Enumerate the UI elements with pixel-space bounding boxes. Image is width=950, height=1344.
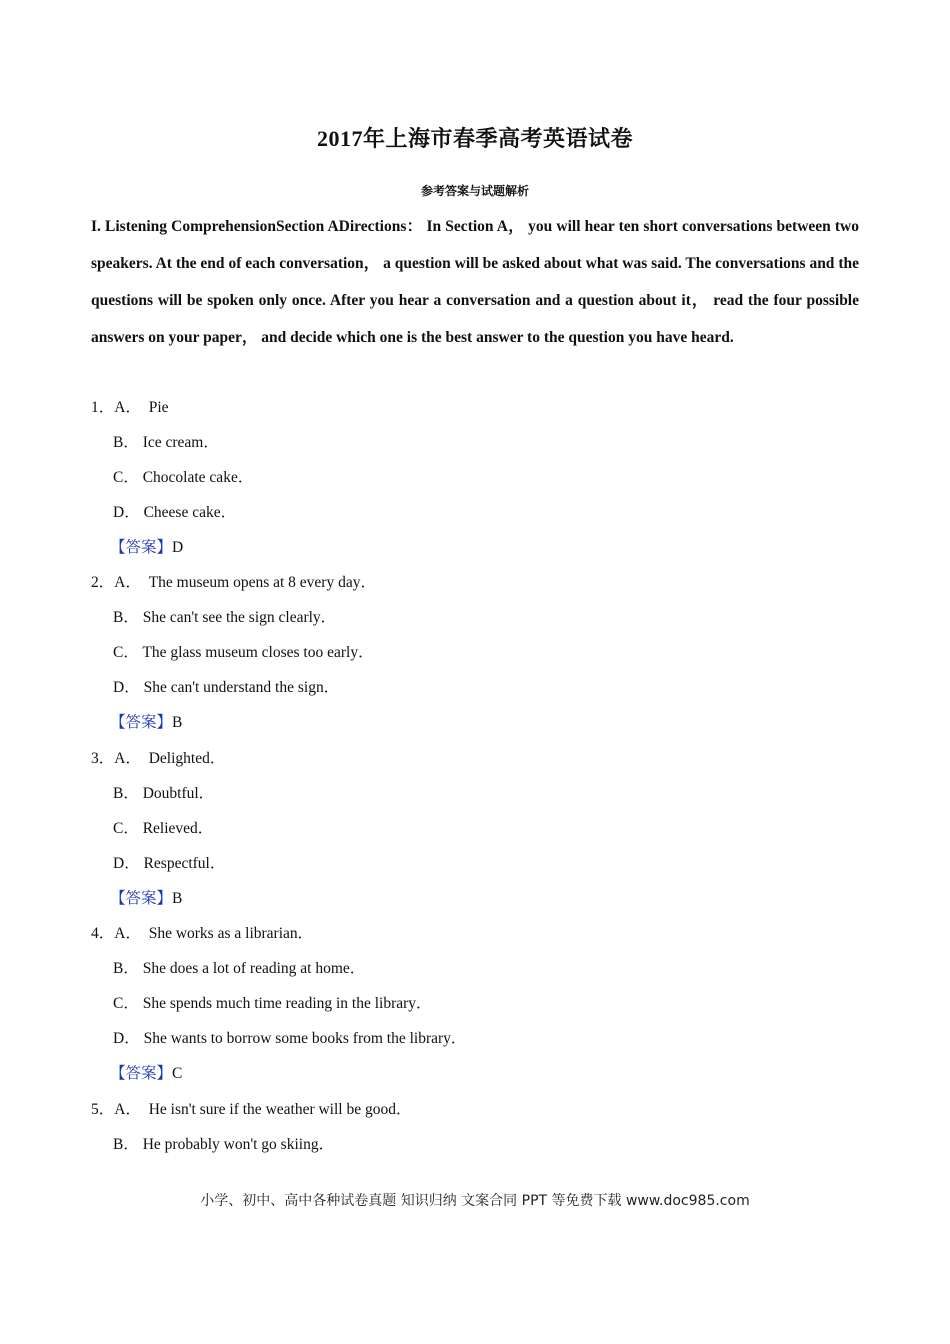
answer-label: 【答案】 bbox=[110, 539, 173, 556]
page-subtitle: 参考答案与试题解析 bbox=[420, 184, 529, 198]
question-2-option-a bbox=[91, 573, 376, 593]
option-text: Delighted． bbox=[148, 750, 226, 767]
question-4-option-d: D． She wants to borrow some books from the library． bbox=[113, 1030, 467, 1047]
question-2-option-b: B． She can't see the sign clearly． bbox=[113, 609, 337, 626]
directions-paragraph: I. Listening ComprehensionSection ADirections： In Section A， you will hear ten short conversations between two speakers. At the end of each conversation， a question will be asked about what was said. The conversations and the questions will be spoken only once. After you hear a conversation and a question about it， read the four possible answers on your paper， and decide which one is the best answer to the question you have heard. bbox=[91, 218, 859, 346]
option-text: She works as a librarian． bbox=[148, 925, 314, 942]
question-2-option-c: C． The glass museum closes too early． bbox=[113, 644, 374, 661]
question-1-option-b: B． Ice cream． bbox=[113, 434, 219, 451]
question-3-option-a bbox=[91, 749, 225, 769]
question-number: 5．A． bbox=[91, 1101, 141, 1118]
answer-value: B bbox=[172, 714, 183, 731]
question-2-option-d: D． She can't understand the sign． bbox=[113, 679, 340, 696]
question-4-answer bbox=[110, 1064, 182, 1084]
question-3-answer bbox=[110, 889, 182, 909]
question-number: 2．A． bbox=[91, 574, 141, 591]
answer-label: 【答案】 bbox=[110, 1065, 173, 1082]
question-1-option-d: D． Cheese cake． bbox=[113, 504, 237, 521]
question-number: 4．A． bbox=[91, 925, 141, 942]
question-4-option-a bbox=[91, 924, 313, 944]
question-4-option-b: B． She does a lot of reading at home． bbox=[113, 960, 366, 977]
question-5-option-b: B． He probably won't go skiing． bbox=[113, 1136, 335, 1153]
question-number: 3．A． bbox=[91, 750, 141, 767]
page-title: 2017年上海市春季高考英语试卷 bbox=[316, 126, 633, 151]
question-3-option-c: C． Relieved． bbox=[113, 820, 214, 837]
answer-value: B bbox=[172, 890, 183, 907]
question-3-option-b: B． Doubtful． bbox=[113, 785, 215, 802]
question-number: 1．A． bbox=[91, 399, 141, 416]
option-text: The museum opens at 8 every day． bbox=[148, 574, 376, 591]
question-1-option-c: C． Chocolate cake． bbox=[113, 469, 254, 486]
question-1-answer bbox=[110, 538, 183, 558]
answer-label: 【答案】 bbox=[110, 890, 173, 907]
question-3-option-d: D． Respectful． bbox=[113, 855, 226, 872]
question-5-option-a bbox=[91, 1100, 411, 1120]
answer-value: C bbox=[172, 1065, 183, 1082]
option-text: He isn't sure if the weather will be good． bbox=[148, 1101, 412, 1118]
question-4-option-c: C． She spends much time reading in the library． bbox=[113, 995, 432, 1012]
footer-watermark: 小学、初中、高中各种试卷真题 知识归纳 文案合同 PPT 等免费下载 www.doc985.com bbox=[200, 1193, 750, 1209]
option-text: Pie bbox=[148, 399, 169, 416]
question-2-answer bbox=[110, 713, 182, 733]
answer-label: 【答案】 bbox=[110, 714, 173, 731]
answer-value: D bbox=[172, 539, 184, 556]
question-1-option-a bbox=[91, 398, 169, 418]
